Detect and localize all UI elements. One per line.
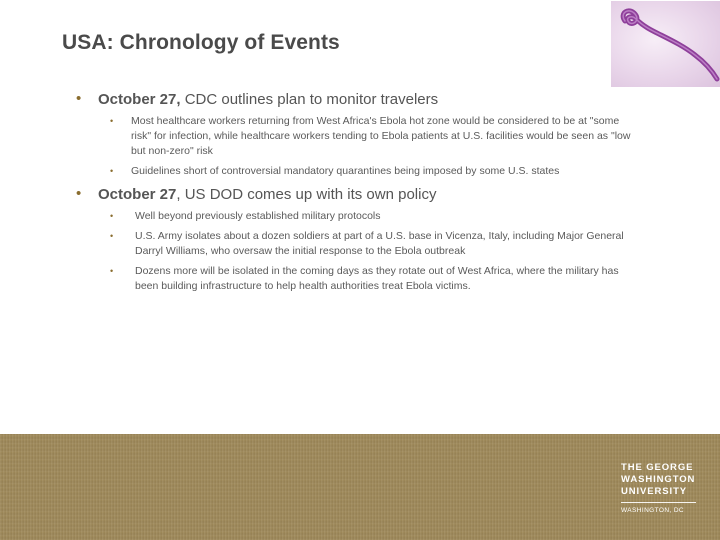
- sub-item-text: Guidelines short of controversial mandatory quarantines being imposed by some U.S. states: [131, 165, 560, 177]
- bullet-dot-icon: •: [110, 116, 114, 126]
- logo-location: WASHINGTON, DC: [621, 507, 685, 514]
- sub-list: [76, 209, 636, 294]
- logo-divider: [621, 502, 696, 503]
- bullet-dot-icon: •: [110, 211, 114, 221]
- item-text: , US DOD comes up with its own policy: [176, 186, 437, 203]
- ebola-virus-image: [611, 1, 720, 87]
- bullet-dot-icon: •: [76, 185, 82, 202]
- bullet-dot-icon: •: [110, 166, 114, 176]
- sub-item: [76, 229, 636, 259]
- bullet-dot-icon: •: [110, 266, 114, 276]
- item-text: CDC outlines plan to monitor travelers: [180, 91, 439, 108]
- sub-item-text: U.S. Army isolates about a dozen soldiers at part of a U.S. base in Vicenza, Italy, including Major General Darryl Williams, who oversaw the initial response to the Ebola outbreak: [135, 230, 624, 257]
- bullet-content: [76, 89, 636, 299]
- logo-line: WASHINGTON: [621, 474, 696, 485]
- item-heading: [98, 89, 636, 111]
- list-item: [76, 184, 636, 294]
- sub-item: [76, 164, 636, 179]
- sub-item: [76, 209, 636, 224]
- logo-line: THE GEORGE: [621, 462, 694, 473]
- sub-item-text: Well beyond previously established military protocols: [135, 210, 381, 222]
- item-heading: [98, 184, 636, 206]
- sub-item-text: Most healthcare workers returning from West Africa's Ebola hot zone would be considered to be at "some risk" for infection, while healthcare workers tending to Ebola patients at U.S. facilities would be seen as "low but non-zero" risk: [131, 115, 631, 157]
- item-date: October 27,: [98, 91, 181, 108]
- footer-band: [0, 434, 720, 540]
- sub-item: [76, 114, 636, 159]
- logo-line: UNIVERSITY: [621, 486, 688, 497]
- university-logo: [621, 462, 696, 514]
- item-date: October 27: [98, 186, 177, 203]
- sub-list: [76, 114, 636, 179]
- sub-item-text: Dozens more will be isolated in the coming days as they rotate out of West Africa, where the military has been building infrastructure to help health authorities treat Ebola victims.: [135, 265, 619, 292]
- sub-item: [76, 264, 636, 294]
- bullet-dot-icon: •: [76, 90, 82, 107]
- slide-title: USA: Chronology of Events: [62, 31, 340, 54]
- bullet-dot-icon: •: [110, 231, 114, 241]
- list-item: [76, 89, 636, 179]
